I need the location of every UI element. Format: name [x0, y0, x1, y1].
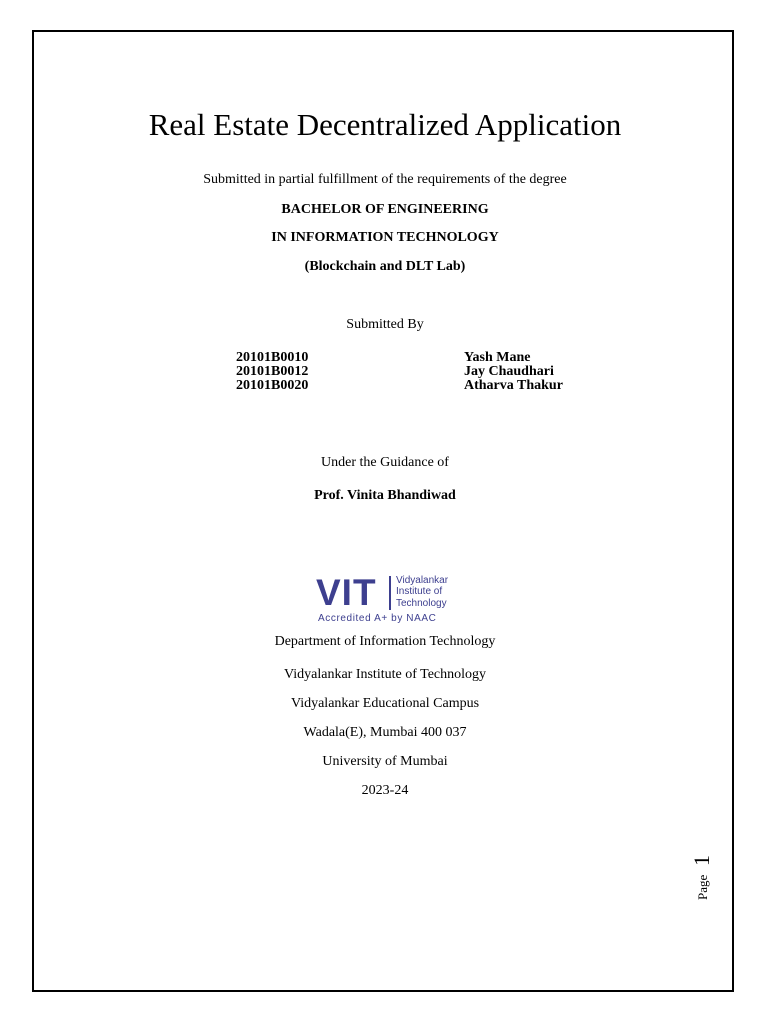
institute-name: Vidyalankar Institute of Technology	[283, 667, 487, 682]
student-name: Atharva Thakur	[464, 378, 563, 393]
guide-name: Prof. Vinita Bhandiwad	[314, 488, 456, 503]
student-row	[0, 350, 768, 365]
page-marker	[690, 820, 714, 900]
degree-name: BACHELOR OF ENGINEERING	[281, 202, 489, 217]
student-id: 20101B0020	[236, 378, 309, 393]
department-name: Department of Information Technology	[274, 634, 496, 649]
page-number: 1	[689, 855, 714, 866]
student-id: 20101B0010	[236, 350, 309, 365]
logo-accreditation: Accredited A+ by NAAC	[318, 613, 437, 624]
student-row	[0, 378, 768, 393]
student-name: Yash Mane	[464, 350, 531, 365]
address-line: Wadala(E), Mumbai 400 037	[303, 725, 467, 740]
student-row	[0, 364, 768, 379]
logo-name-line: Vidyalankar	[396, 575, 449, 586]
vit-logo	[316, 574, 458, 626]
guidance-label: Under the Guidance of	[321, 455, 449, 470]
logo-name-line: Technology	[396, 598, 447, 609]
logo-abbreviation: VIT	[316, 572, 377, 613]
student-name: Jay Chaudhari	[464, 364, 554, 379]
academic-year: 2023-24	[361, 783, 409, 798]
page-label: Page	[695, 874, 710, 900]
degree-requirement-text: Submitted in partial fulfillment of the requirements of the degree	[203, 172, 567, 187]
university-name: University of Mumbai	[322, 754, 448, 769]
lab-name: (Blockchain and DLT Lab)	[304, 259, 466, 274]
student-id: 20101B0012	[236, 364, 309, 379]
submitted-by-label: Submitted By	[346, 317, 424, 332]
logo-divider	[389, 576, 391, 610]
document-title: Real Estate Decentralized Application	[148, 107, 622, 142]
campus-name: Vidyalankar Educational Campus	[290, 696, 480, 711]
logo-name-line: Institute of	[396, 586, 443, 597]
degree-branch: IN INFORMATION TECHNOLOGY	[271, 230, 499, 245]
